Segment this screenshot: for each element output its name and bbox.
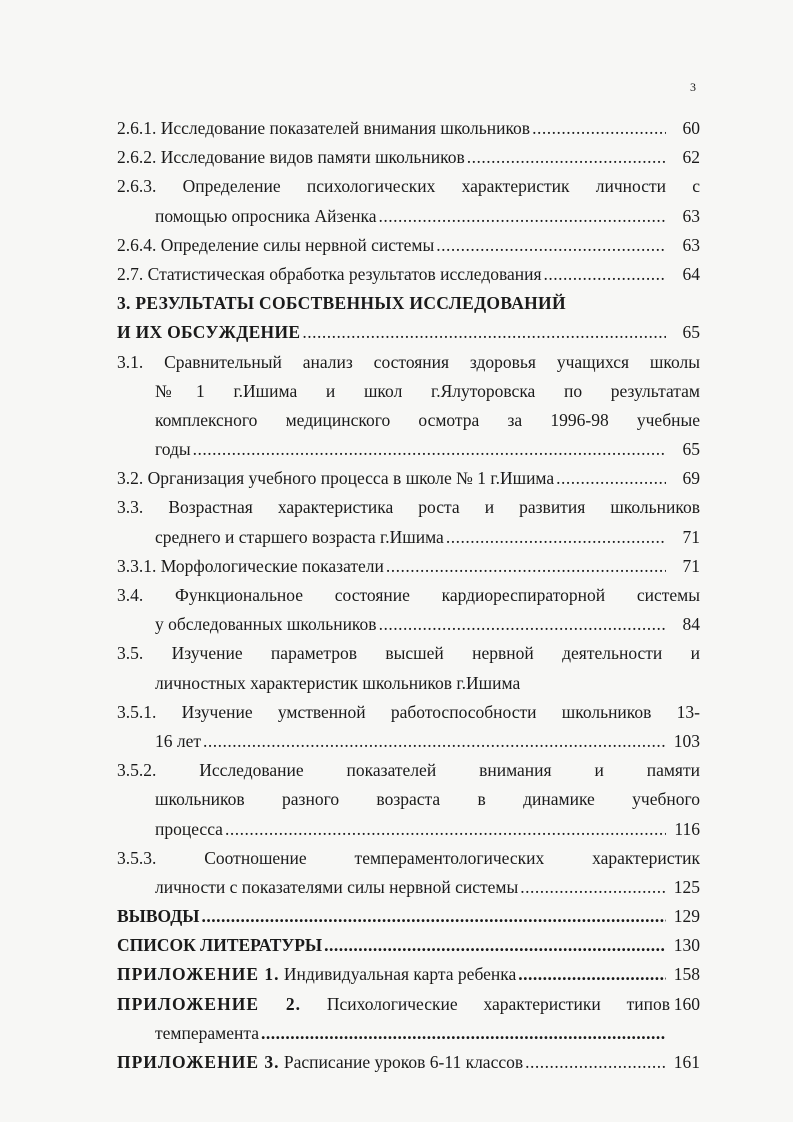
toc-entry-title: 2.6.2. Исследование видов памяти школьников	[117, 147, 465, 168]
toc-entry-page: 63	[682, 205, 700, 226]
leader-dots	[225, 819, 666, 840]
appendix-title: Индивидуальная карта ребенка	[283, 964, 517, 985]
toc-entry-3-5-3-line2	[117, 877, 700, 906]
toc-entry-page: 84	[682, 614, 700, 635]
toc-entry-appendix-2	[117, 994, 700, 1023]
toc-entry-appendix-2-line2	[117, 1023, 700, 1052]
toc-entry-page: 71	[682, 555, 700, 576]
toc-entry-title-cont: школьников разного возраста в динамике учебного	[155, 789, 700, 810]
leader-dots	[202, 906, 667, 927]
toc-entry-3-3-line1	[117, 497, 700, 526]
toc-entry-page: 125	[673, 876, 700, 897]
toc-entry-3-5-1-line2	[117, 731, 700, 760]
toc-entry-title-cont: процесса	[155, 818, 223, 839]
page-number: 3	[690, 80, 696, 94]
toc-entry-3-1-line4	[117, 439, 700, 468]
toc-entry-title: ВЫВОДЫ	[117, 906, 200, 927]
toc-entry-title	[117, 994, 670, 1015]
toc-entry-references	[117, 935, 700, 964]
toc-entry-appendix-1	[117, 964, 700, 993]
toc-entry-3-5-3-line1	[117, 848, 700, 877]
toc-entry-3-5-1-line1	[117, 702, 700, 731]
toc-entry-page: 116	[674, 818, 700, 839]
toc-entry-title-cont: годы	[155, 439, 191, 460]
toc-entry-3-5-line1	[117, 643, 700, 672]
toc-entry-page: 103	[673, 730, 700, 751]
toc-entry-title: 3.5.2. Исследование показателей внимания и памяти	[117, 760, 700, 781]
toc-entry-3-5-2-line1	[117, 760, 700, 789]
leader-dots	[261, 1023, 666, 1044]
toc-entry-title: СПИСОК ЛИТЕРАТУРЫ	[117, 935, 323, 956]
leader-dots	[379, 614, 666, 635]
toc-entry-page: 130	[673, 935, 700, 956]
toc-entry-2-6-4	[117, 235, 700, 264]
toc-entry-title: 3.5. Изучение параметров высшей нервной деятельности и	[117, 643, 700, 664]
toc-entry-page: 158	[673, 964, 700, 985]
toc-entry-title: 2.6.1. Исследование показателей внимания школьников	[117, 118, 531, 138]
toc-entry-title: 3.2. Организация учебного процесса в школе № 1 г.Ишима	[117, 468, 555, 489]
toc-entry-title-cont: №1 г.Ишима и школ г.Ялуторовска по результатам	[155, 380, 700, 401]
toc-entry-page: 129	[673, 906, 700, 927]
toc-entry-page: 63	[682, 234, 700, 255]
toc-entry-title: 3.5.1. Изучение умственной работоспособности школьников 13-	[117, 701, 700, 722]
toc-entry-page: 160	[673, 993, 700, 1014]
leader-dots	[203, 731, 666, 752]
toc-entry-page: 65	[682, 322, 700, 343]
toc-entry-2-6-2	[117, 147, 700, 176]
leader-dots	[518, 964, 666, 985]
toc-entry-title: И ИХ ОБСУЖДЕНИЕ	[117, 322, 301, 343]
toc-entry-page: 62	[682, 147, 700, 168]
toc-entry-title-cont: 16 лет	[155, 730, 202, 751]
toc-entry-2-7	[117, 264, 700, 293]
toc-entry-title: 3.1. Сравнительный анализ состояния здоровья учащихся школы	[117, 351, 700, 372]
toc-entry-title-cont: среднего и старшего возраста г.Ишима	[155, 526, 444, 547]
toc-entry-title-cont: личности с показателями силы нервной системы	[155, 876, 519, 897]
toc-entry-title-cont: у обследованных школьников	[155, 614, 377, 635]
toc-entry-title	[117, 1052, 523, 1073]
toc-entry-title: 3.4. Функциональное состояние кардиореспираторной системы	[117, 585, 700, 605]
toc-entry-page: 161	[673, 1052, 700, 1072]
leader-dots	[436, 235, 666, 256]
toc-entry-3-5-line2	[117, 673, 700, 702]
leader-dots	[532, 118, 666, 139]
toc-entry-title-cont: личностных характеристик школьников г.Ишима	[155, 672, 521, 693]
toc-entry-3-1-line2	[117, 381, 700, 410]
appendix-label: ПРИЛОЖЕНИЕ 3.	[117, 1052, 280, 1072]
leader-dots	[324, 935, 666, 956]
toc-entry-page: 65	[682, 439, 700, 460]
leader-dots	[556, 468, 666, 489]
toc-entry-2-6-1	[117, 118, 700, 147]
leader-dots	[193, 439, 666, 460]
toc-entry-page: 69	[682, 468, 700, 489]
toc-entry-2-6-3-line1	[117, 176, 700, 205]
appendix-title: Расписание уроков 6-11 классов	[283, 1052, 524, 1072]
leader-dots	[525, 1052, 666, 1073]
toc-entry-conclusions	[117, 906, 700, 935]
appendix-label: ПРИЛОЖЕНИЕ 2.	[117, 993, 301, 1014]
leader-dots	[467, 147, 666, 168]
toc-entry-title: 2.6.4. Определение силы нервной системы	[117, 234, 435, 255]
toc-entry-title	[117, 964, 516, 985]
toc-entry-title: 2.7. Статистическая обработка результатов исследования	[117, 263, 542, 284]
toc-entry-2-6-3-line2	[117, 206, 700, 235]
toc-entry-3-4-line1	[117, 585, 700, 614]
toc-entry-page: 64	[682, 263, 700, 284]
toc-entry-title-cont: помощью опросника Айзенка	[155, 205, 377, 226]
toc-entry-3-1-line1	[117, 352, 700, 381]
toc-entry-3-3-line2	[117, 527, 700, 556]
toc-entry-3-4-line2	[117, 614, 700, 643]
toc-entry-3-2	[117, 468, 700, 497]
chapter-3-heading: 3. РЕЗУЛЬТАТЫ СОБСТВЕННЫХ ИССЛЕДОВАНИЙ	[117, 293, 566, 314]
toc-entry-3-1-line3	[117, 410, 700, 439]
toc-entry-page: 60	[682, 118, 700, 138]
leader-dots	[544, 264, 666, 285]
leader-dots	[386, 556, 666, 577]
toc-entry-title: 3.3.1. Морфологические показатели	[117, 555, 384, 576]
toc-entry-title-cont: темперамента	[155, 1022, 259, 1043]
leader-dots	[302, 322, 666, 343]
leader-dots	[379, 206, 667, 227]
toc-entry-3-5-2-line2	[117, 789, 700, 818]
toc-entry-page: 71	[682, 526, 700, 547]
toc-entry-title: 3.5.3. Соотношение темпераментологических характеристик	[117, 847, 700, 868]
chapter-3-heading-line2	[117, 322, 700, 351]
toc-entry-title: 3.3. Возрастная характеристика роста и развития школьников	[117, 497, 700, 518]
toc-entry-appendix-3	[117, 1052, 700, 1081]
appendix-label: ПРИЛОЖЕНИЕ 1.	[117, 964, 280, 985]
leader-dots	[520, 877, 666, 898]
appendix-title: Психологические характеристики типов	[326, 993, 670, 1014]
toc-entry-3-3-1	[117, 556, 700, 585]
leader-dots	[446, 527, 666, 548]
table-of-contents	[117, 118, 700, 1081]
toc-entry-3-5-2-line3	[117, 819, 700, 848]
toc-entry-title-cont: комплексного медицинского осмотра за 1996-98 учебные	[155, 409, 700, 430]
toc-entry-title: 2.6.3. Определение психологических характеристик личности с	[117, 176, 700, 197]
